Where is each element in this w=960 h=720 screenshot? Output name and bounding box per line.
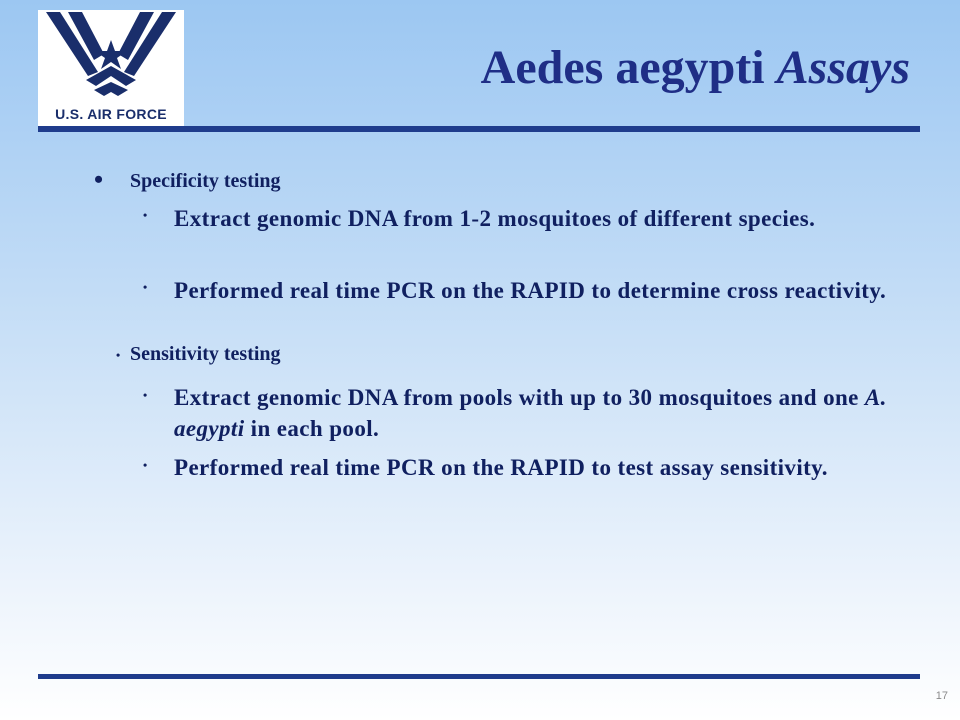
sub-bullet-dot: • — [143, 388, 148, 402]
sub-bullet-dot: • — [143, 208, 148, 222]
logo-text: U.S. AIR FORCE — [55, 106, 167, 122]
bullet-specificity: Specificity testing — [130, 170, 281, 192]
air-force-wings-icon — [38, 10, 184, 106]
air-force-logo — [38, 10, 184, 126]
title-italic: Assays — [776, 41, 910, 94]
bullet-dot: • — [94, 165, 104, 194]
sub-bullet-extract-dna: Extract genomic DNA from 1-2 mosquitoes of different species. — [174, 206, 816, 231]
sub-bullet-dot: • — [143, 458, 148, 472]
bottom-divider — [38, 674, 920, 679]
bullet-dot: • — [116, 348, 121, 362]
text-before: Extract genomic DNA from pools with up to 30 mosquitoes and one — [174, 385, 865, 410]
text-after: in each pool. — [244, 416, 380, 441]
species-name: A. aegypti — [174, 385, 887, 441]
page-title — [481, 40, 910, 95]
sub-bullet-extract-pools — [174, 382, 924, 444]
sub-bullet-dot: • — [143, 280, 148, 294]
top-divider — [38, 126, 920, 132]
sub-bullet-pcr-sensitivity: Performed real time PCR on the RAPID to test assay sensitivity. — [174, 455, 828, 480]
bullet-sensitivity: Sensitivity testing — [130, 343, 281, 365]
sub-bullet-pcr-cross: Performed real time PCR on the RAPID to determine cross reactivity. — [174, 278, 887, 303]
page-number: 17 — [935, 690, 948, 702]
title-main: Aedes aegypti — [480, 41, 777, 94]
